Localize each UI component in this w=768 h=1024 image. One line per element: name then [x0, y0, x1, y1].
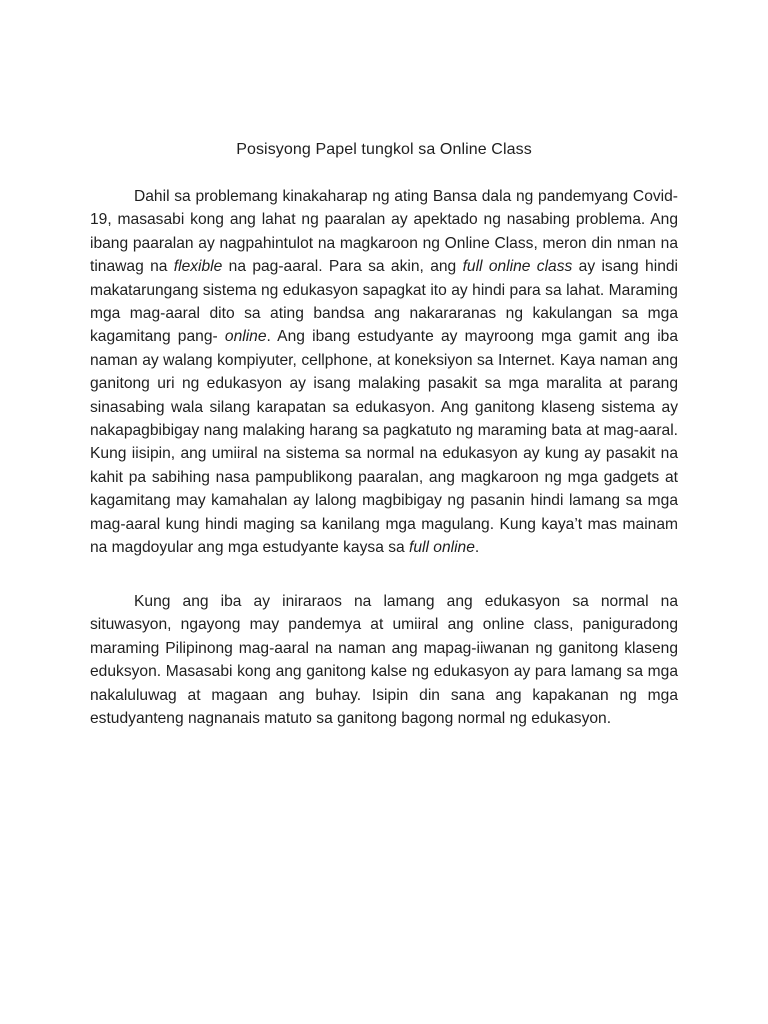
- paragraph-1-text: .: [474, 539, 480, 557]
- paragraph-1-text: ay isang hindi makatarungang sistema ng edukasyon sapagkat ito ay hindi para sa lahat. Maraming mga mag-aaral dito sa ating bandsa ang nakararanas ng kakulangan sa mga kagamitang pang-: [90, 258, 678, 346]
- paragraph-1-text: na pag-aaral. Para sa akin, ang: [222, 258, 463, 276]
- paragraph-1-italic-online: online: [224, 328, 267, 346]
- paragraph-1-text: . Ang ibang estudyante ay mayroong mga gamit ang iba naman ay walang kompiyuter, cellphone, at koneksiyon sa Internet. Kaya naman ang ganitong uri ng edukasyon ay isang malaking pasakit sa mga maralita at parang sinasabing wala silang karapatan sa edukasyon. Ang ganitong klaseng sistema ay nakapagbibigay nang malaking harang sa pagkatuto ng maraming bata at mag-aaral. Kung iisipin, ang umiiral na sistema sa normal na edukasyon ay kung ay pasakit na kahit pa sabihing nasa pampublikong paaralan, ang magkaroon ng mga gadgets at kagamitang may kamahalan ay lalong magbibigay ng pasanin hindi lamang sa mga mag-aaral kung hindi maging sa kanilang mga magulang. Kung kaya’t mas mainam na magdoyular ang mga estudyante kaysa sa: [90, 328, 678, 557]
- paragraph-1-italic-full-online-class: full online class: [462, 258, 573, 276]
- body-paragraph-2: [90, 590, 678, 730]
- paragraph-1-italic-full-online: full online: [409, 539, 475, 557]
- paragraph-1-text: Dahil sa problemang kinakaharap ng ating Bansa dala ng pandemyang Covid-19, masasabi kong ang lahat ng paaralan ay apektado ng nasabing problema. Ang ibang paaralan ay nagpahintulot na magkaroon ng Online Class, meron din nman na tinawag na: [90, 188, 678, 276]
- body-paragraph-1: [90, 185, 678, 560]
- paragraph-1-italic-flexible: flexible: [173, 258, 223, 276]
- page-title: Posisyong Papel tungkol sa Online Class: [236, 141, 532, 158]
- paragraph-2-text: Kung ang iba ay iniraraos na lamang ang edukasyon sa normal na situwasyon, ngayong may pandemya at umiiral ang online class, paniguradong maraming Pilipinong mag-aaral na naman ang mapag-iiwanan ng ganitong klaseng eduksyon. Masasabi kong ang ganitong kalse ng edukasyon ay para lamang sa mga nakaluluwag at magaan ang buhay. Isipin din sana ang kapakanan ng mga estudyanteng nagnanais matuto sa ganitong bagong normal ng edukasyon.: [90, 593, 678, 728]
